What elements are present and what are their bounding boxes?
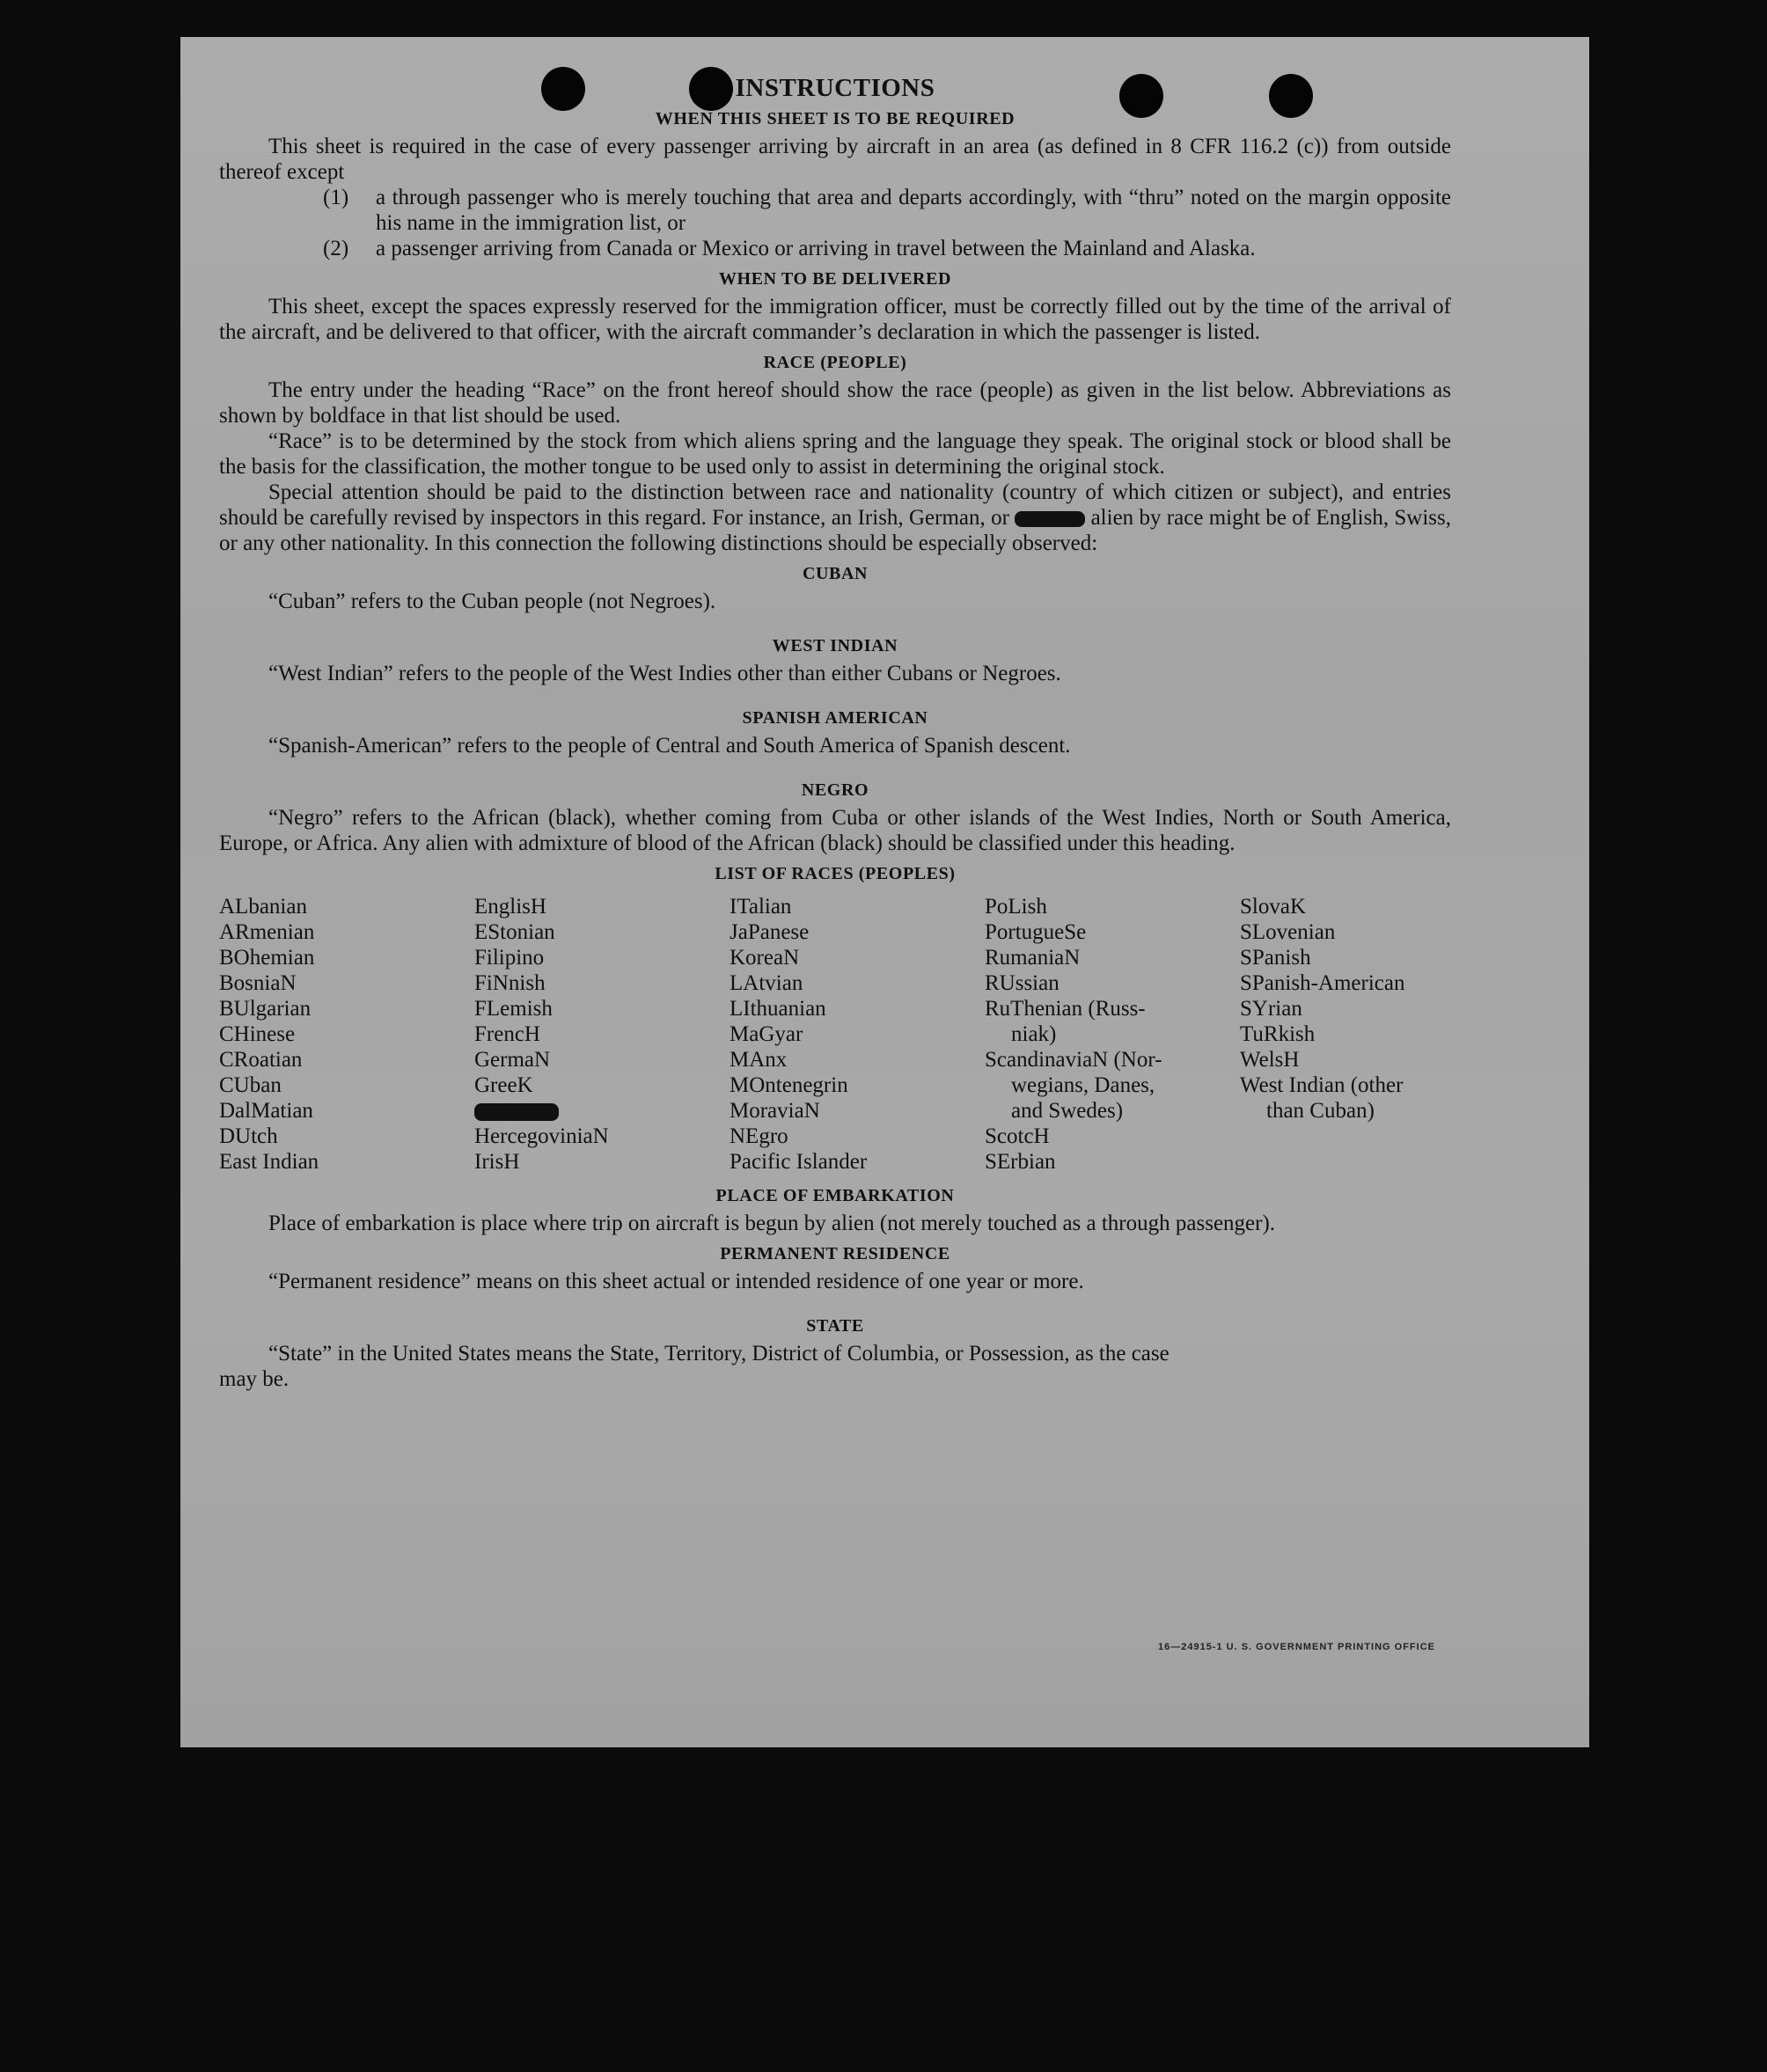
text-when-required: This sheet is required in the case of every passenger arriving by aircraft in an area (as defined in 8 CFR 116.2 (c)) from outside thereof except [219,135,1451,184]
race-entry: BosniaN [219,971,297,995]
race-entry: WelsH [1240,1048,1300,1072]
race-entry: ITalian [730,895,792,919]
race-entry: RumaniaN [985,946,1081,970]
text-negro: “Negro” refers to the African (black), whether coming from Cuba or other islands of the West Indies, North or South America, Europe, or Africa. Any alien with admixture of blood of the African (black) should be classified under this heading. [219,806,1451,855]
race-entry: SLovenian [1240,920,1336,944]
redaction-mark [474,1103,559,1121]
race-entry: DalMatian [219,1099,313,1123]
race-entry: CRoatian [219,1048,303,1072]
race-entry: EnglisH [474,895,546,919]
race-entry: Filipino [474,946,545,970]
race-entry: CUban [219,1073,282,1097]
races-column-5 [1240,894,1495,1175]
race-entry: PoLish [985,895,1047,919]
document-sheet [180,37,1589,1747]
text-cuban: “Cuban” refers to the Cuban people (not Negroes). [268,589,716,613]
race-entry: FrencH [474,1022,540,1046]
text-when-delivered: This sheet, except the spaces expressly reserved for the immigration officer, must be correctly filled out by the time of the arrival of the aircraft, and be delivered to that officer, with the aircraft commander’s declaration in which the passenger is listed. [219,295,1451,344]
race-entry: TuRkish [1240,1022,1316,1046]
race-entry-redacted [474,1098,730,1124]
document-content [219,74,1452,1392]
races-list [219,894,1451,1175]
heading-embarkation: PLACE OF EMBARKATION [715,1186,955,1205]
heading-west-indian: WEST INDIAN [772,636,898,655]
race-entry: MoraviaN [730,1099,820,1123]
race-entry: SlovaK [1240,895,1306,919]
printing-office-code: 16—24915-1 U. S. GOVERNMENT PRINTING OFFICE [1157,1642,1435,1652]
race-entry: HercegoviniaN [474,1124,609,1148]
race-entry: BUlgarian [219,997,312,1021]
heading-permanent-residence: PERMANENT RESIDENCE [720,1244,950,1263]
race-entry: IrisH [474,1150,520,1174]
race-entry-continued: wegians, Danes, [1011,1073,1155,1097]
heading-when-required: WHEN THIS SHEET IS TO BE REQUIRED [655,109,1015,128]
race-entry: KoreaN [730,946,800,970]
race-entry: DUtch [219,1124,278,1148]
race-entry: FLemish [474,997,553,1021]
race-entry: JaPanese [730,920,810,944]
races-column-3 [730,894,985,1175]
race-entry: LAtvian [730,971,803,995]
text-race-3-after: alien by race might be of English, Swiss, or any other nationality. In this connection the following distinctions should be especially observed: [219,506,1452,555]
race-entry: SPanish-American [1240,971,1405,995]
item-number: (2) [323,237,349,260]
race-entry: GermaN [474,1048,551,1072]
heading-spanish-american: SPANISH AMERICAN [742,708,928,728]
race-entry: SYrian [1240,997,1302,1021]
heading-cuban: CUBAN [802,564,869,583]
text-state-end: may be. [219,1367,290,1391]
item-text: a passenger arriving from Canada or Mexico or arriving in travel between the Mainland and Alaska. [376,237,1256,260]
race-entry: MAnx [730,1048,788,1072]
item-number: (1) [323,186,349,209]
races-column-2 [474,894,730,1175]
race-entry: GreeK [474,1073,533,1097]
race-entry: MOntenegrin [730,1073,848,1097]
race-entry: RuThenian (Russ- [985,997,1146,1021]
heading-list-of-races: LIST OF RACES (PEOPLES) [715,864,956,883]
race-entry: SErbian [985,1150,1056,1174]
race-entry: ALbanian [219,895,307,919]
heading-race: RACE (PEOPLE) [763,353,907,372]
text-race-1: The entry under the heading “Race” on the front hereof should show the race (people) as given in the list below. Abbreviations as shown by boldface in that list should be used. [219,378,1451,428]
races-column-4 [985,894,1240,1175]
race-entry: LIthuanian [730,997,826,1021]
race-entry-continued: than Cuban) [1266,1099,1375,1123]
redaction-mark [1015,511,1085,527]
list-item [323,185,1451,236]
race-entry: EStonian [474,920,555,944]
race-entry: PortugueSe [985,920,1087,944]
text-permanent-residence: “Permanent residence” means on this sheet actual or intended residence of one year or more. [268,1270,1084,1293]
race-entry: CHinese [219,1022,296,1046]
race-entry: NEgro [730,1124,788,1148]
race-entry: BOhemian [219,946,315,970]
text-spanish-american: “Spanish-American” refers to the people of Central and South America of Spanish descent. [268,734,1071,758]
race-entry: West Indian (other [1240,1073,1404,1097]
text-state: “State” in the United States means the State, Territory, District of Columbia, or Possession, as the case [268,1342,1169,1365]
race-entry: ScandinaviaN (Nor- [985,1048,1162,1072]
heading-state: STATE [806,1316,864,1336]
race-entry-continued: and Swedes) [1011,1099,1124,1123]
race-entry: RUssian [985,971,1059,995]
list-item [323,236,1451,261]
race-entry: Pacific Islander [730,1150,868,1174]
text-embarkation: Place of embarkation is place where trip on aircraft is begun by alien (not merely touched as a through passenger). [268,1212,1276,1235]
text-race-3 [219,480,1451,556]
item-text: a through passenger who is merely touching that area and departs accordingly, with “thru” noted on the margin opposite his name in the immigration list, or [376,186,1451,235]
races-column-1 [219,894,474,1175]
race-entry: MaGyar [730,1022,803,1046]
text-race-2: “Race” is to be determined by the stock from which aliens spring and the language they speak. The original stock or blood shall be the basis for the classification, the mother tongue to be used only to assist in determining the original stock. [219,429,1451,479]
page-title: INSTRUCTIONS [735,74,935,102]
race-entry: FiNnish [474,971,546,995]
text-race-3-before: Special attention should be paid to the distinction between race and nationality (country of which citizen or subject), and entries should be carefully revised by inspectors in this regard. For instance, an Irish, German, or [219,480,1451,530]
heading-when-delivered: WHEN TO BE DELIVERED [718,269,952,289]
text-west-indian: “West Indian” refers to the people of the West Indies other than either Cubans or Negroes. [268,662,1061,685]
heading-negro: NEGRO [801,780,869,800]
race-entry: ScotcH [985,1124,1050,1148]
race-entry: ARmenian [219,920,315,944]
race-entry-continued: niak) [1011,1022,1057,1046]
race-entry: East Indian [219,1150,319,1174]
race-entry: SPanish [1240,946,1311,970]
